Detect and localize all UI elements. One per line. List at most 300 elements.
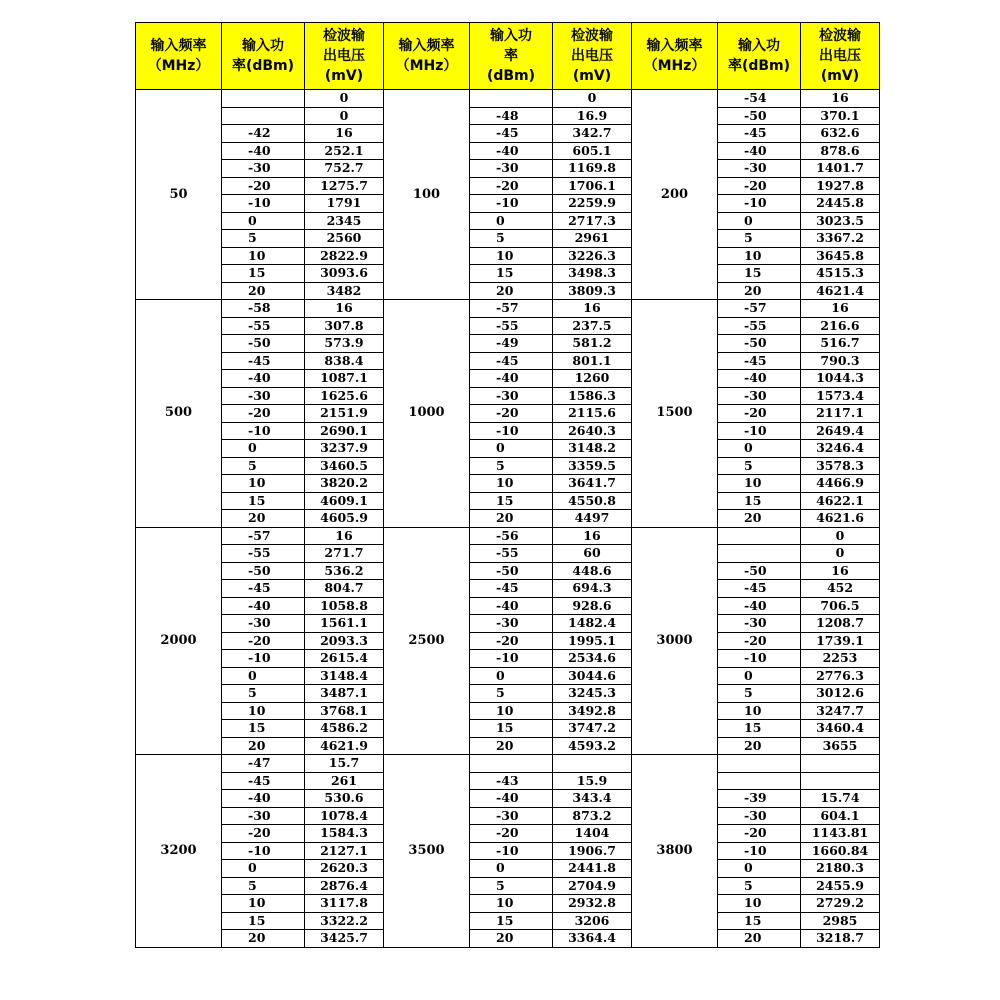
voltage-cell: 2961 xyxy=(553,230,632,248)
table-row xyxy=(136,370,880,388)
power-cell: -40 xyxy=(470,370,553,388)
voltage-cell: 3247.7 xyxy=(801,702,880,720)
voltage-cell: 1058.8 xyxy=(305,597,384,615)
power-cell xyxy=(222,90,305,108)
power-cell: 10 xyxy=(718,247,801,265)
voltage-cell: 271.7 xyxy=(305,545,384,563)
table-row xyxy=(136,580,880,598)
frequency-cell: 500 xyxy=(136,300,222,528)
voltage-cell: 237.5 xyxy=(553,317,632,335)
power-cell: 15 xyxy=(718,492,801,510)
voltage-cell: 60 xyxy=(553,545,632,563)
voltage-cell: 2717.3 xyxy=(553,212,632,230)
voltage-cell: 2776.3 xyxy=(801,667,880,685)
frequency-cell: 2000 xyxy=(136,527,222,755)
table-row xyxy=(136,545,880,563)
voltage-cell: 632.6 xyxy=(801,125,880,143)
voltage-cell: 3246.4 xyxy=(801,440,880,458)
voltage-cell: 928.6 xyxy=(553,597,632,615)
power-cell: -10 xyxy=(222,650,305,668)
power-cell: 10 xyxy=(222,895,305,913)
power-cell: 20 xyxy=(222,510,305,528)
table-row xyxy=(136,807,880,825)
voltage-cell: 16 xyxy=(801,90,880,108)
voltage-cell: 1791 xyxy=(305,195,384,213)
table-row xyxy=(136,90,880,108)
power-cell: 5 xyxy=(470,457,553,475)
voltage-cell: 1208.7 xyxy=(801,615,880,633)
voltage-cell: 1078.4 xyxy=(305,807,384,825)
voltage-cell: 216.6 xyxy=(801,317,880,335)
voltage-cell: 605.1 xyxy=(553,142,632,160)
frequency-cell: 1000 xyxy=(384,300,470,528)
voltage-cell: 307.8 xyxy=(305,317,384,335)
power-cell xyxy=(718,772,801,790)
table-row xyxy=(136,107,880,125)
voltage-cell: 4497 xyxy=(553,510,632,528)
voltage-cell: 0 xyxy=(801,527,880,545)
power-cell: -10 xyxy=(718,842,801,860)
voltage-cell: 3809.3 xyxy=(553,282,632,300)
power-cell: -48 xyxy=(470,107,553,125)
voltage-cell: 3492.8 xyxy=(553,702,632,720)
power-cell: -30 xyxy=(222,615,305,633)
power-cell: 20 xyxy=(718,510,801,528)
header-freq-2: 输入频率 （MHz） xyxy=(384,23,470,90)
frequency-cell: 1500 xyxy=(632,300,718,528)
voltage-cell: 1660.84 xyxy=(801,842,880,860)
power-cell xyxy=(718,755,801,773)
voltage-cell: 3093.6 xyxy=(305,265,384,283)
table-row xyxy=(136,212,880,230)
power-cell: -47 xyxy=(222,755,305,773)
power-cell: -45 xyxy=(470,125,553,143)
power-cell: -20 xyxy=(222,632,305,650)
header-power-2: 输入功 率 (dBm) xyxy=(470,23,553,90)
header-volt-2: 检波输 出电压 (mV) xyxy=(553,23,632,90)
power-cell: -40 xyxy=(222,370,305,388)
table-row xyxy=(136,247,880,265)
voltage-cell: 3498.3 xyxy=(553,265,632,283)
table-row xyxy=(136,335,880,353)
table-row xyxy=(136,825,880,843)
power-cell: 10 xyxy=(718,895,801,913)
voltage-cell: 16.9 xyxy=(553,107,632,125)
voltage-cell: 3645.8 xyxy=(801,247,880,265)
power-cell: 5 xyxy=(470,230,553,248)
table-row xyxy=(136,930,880,948)
voltage-cell: 16 xyxy=(305,527,384,545)
power-cell: 15 xyxy=(222,912,305,930)
power-cell: -20 xyxy=(222,177,305,195)
voltage-cell: 1739.1 xyxy=(801,632,880,650)
power-cell: 15 xyxy=(222,265,305,283)
power-cell: -10 xyxy=(718,650,801,668)
voltage-cell: 1586.3 xyxy=(553,387,632,405)
voltage-cell: 536.2 xyxy=(305,562,384,580)
power-cell: -10 xyxy=(470,195,553,213)
table-row xyxy=(136,860,880,878)
voltage-cell: 1927.8 xyxy=(801,177,880,195)
power-cell: 5 xyxy=(718,877,801,895)
voltage-cell: 1625.6 xyxy=(305,387,384,405)
header-power-3: 输入功 率(dBm) xyxy=(718,23,801,90)
voltage-cell: 2445.8 xyxy=(801,195,880,213)
power-cell: 15 xyxy=(470,492,553,510)
voltage-cell: 1260 xyxy=(553,370,632,388)
power-cell: -30 xyxy=(222,160,305,178)
voltage-cell: 573.9 xyxy=(305,335,384,353)
voltage-cell: 3023.5 xyxy=(801,212,880,230)
power-cell: -57 xyxy=(470,300,553,318)
voltage-cell: 1573.4 xyxy=(801,387,880,405)
power-cell: 15 xyxy=(718,720,801,738)
voltage-cell: 16 xyxy=(305,125,384,143)
power-cell: -20 xyxy=(718,405,801,423)
voltage-cell: 2534.6 xyxy=(553,650,632,668)
power-cell: -20 xyxy=(470,405,553,423)
power-cell: 0 xyxy=(718,860,801,878)
power-cell: 0 xyxy=(222,667,305,685)
power-cell: 10 xyxy=(718,702,801,720)
header-volt-1: 检波输 出电压 (mV) xyxy=(305,23,384,90)
power-cell: -50 xyxy=(718,335,801,353)
voltage-cell: 3226.3 xyxy=(553,247,632,265)
voltage-cell: 4550.8 xyxy=(553,492,632,510)
table-row xyxy=(136,597,880,615)
power-cell: 15 xyxy=(222,492,305,510)
voltage-cell: 3044.6 xyxy=(553,667,632,685)
power-cell: -10 xyxy=(470,842,553,860)
voltage-cell: 3655 xyxy=(801,737,880,755)
voltage-cell: 3460.5 xyxy=(305,457,384,475)
table-row xyxy=(136,737,880,755)
voltage-cell: 3322.2 xyxy=(305,912,384,930)
voltage-cell: 15.7 xyxy=(305,755,384,773)
table-row xyxy=(136,282,880,300)
voltage-cell: 3482 xyxy=(305,282,384,300)
voltage-cell: 3425.7 xyxy=(305,930,384,948)
voltage-cell: 4621.4 xyxy=(801,282,880,300)
power-cell: 0 xyxy=(470,667,553,685)
power-cell: -45 xyxy=(718,125,801,143)
power-cell: -40 xyxy=(470,790,553,808)
power-cell xyxy=(718,527,801,545)
power-cell: -20 xyxy=(718,825,801,843)
voltage-cell: 804.7 xyxy=(305,580,384,598)
power-cell: -30 xyxy=(718,387,801,405)
power-cell: 20 xyxy=(470,510,553,528)
voltage-cell: 1401.7 xyxy=(801,160,880,178)
voltage-cell: 2985 xyxy=(801,912,880,930)
power-cell: 0 xyxy=(718,667,801,685)
voltage-cell: 801.1 xyxy=(553,352,632,370)
voltage-cell: 1275.7 xyxy=(305,177,384,195)
frequency-cell: 2500 xyxy=(384,527,470,755)
voltage-cell: 16 xyxy=(305,300,384,318)
voltage-cell: 1706.1 xyxy=(553,177,632,195)
power-cell: -40 xyxy=(470,597,553,615)
power-cell: 0 xyxy=(470,860,553,878)
power-cell: -55 xyxy=(470,545,553,563)
voltage-cell xyxy=(801,755,880,773)
power-cell: 10 xyxy=(470,247,553,265)
power-cell: -40 xyxy=(470,142,553,160)
power-cell: -20 xyxy=(222,825,305,843)
power-cell: 15 xyxy=(718,265,801,283)
voltage-cell: 2649.4 xyxy=(801,422,880,440)
power-cell: -10 xyxy=(222,195,305,213)
power-cell: 20 xyxy=(718,930,801,948)
power-cell: -45 xyxy=(718,352,801,370)
voltage-cell: 1584.3 xyxy=(305,825,384,843)
table-row xyxy=(136,842,880,860)
header-power-1: 输入功 率(dBm) xyxy=(222,23,305,90)
voltage-cell: 452 xyxy=(801,580,880,598)
voltage-cell xyxy=(801,772,880,790)
voltage-cell: 343.4 xyxy=(553,790,632,808)
voltage-cell: 4622.1 xyxy=(801,492,880,510)
power-cell: 10 xyxy=(222,247,305,265)
table-row xyxy=(136,457,880,475)
power-cell: -30 xyxy=(222,807,305,825)
table-row xyxy=(136,702,880,720)
power-cell: -50 xyxy=(222,562,305,580)
voltage-cell: 4466.9 xyxy=(801,475,880,493)
voltage-cell: 4593.2 xyxy=(553,737,632,755)
header-volt-3: 检波输 出电压 (mV) xyxy=(801,23,880,90)
voltage-cell: 4609.1 xyxy=(305,492,384,510)
voltage-cell: 516.7 xyxy=(801,335,880,353)
power-cell: 15 xyxy=(222,720,305,738)
power-cell: -42 xyxy=(222,125,305,143)
voltage-cell: 15.9 xyxy=(553,772,632,790)
power-cell: -20 xyxy=(470,632,553,650)
voltage-cell: 1482.4 xyxy=(553,615,632,633)
table-row xyxy=(136,527,880,545)
power-cell: -56 xyxy=(470,527,553,545)
voltage-cell: 3012.6 xyxy=(801,685,880,703)
power-cell: -45 xyxy=(222,772,305,790)
power-cell: -30 xyxy=(470,387,553,405)
table-row xyxy=(136,265,880,283)
table-row xyxy=(136,667,880,685)
power-cell: 5 xyxy=(718,685,801,703)
voltage-cell: 1995.1 xyxy=(553,632,632,650)
table-row xyxy=(136,492,880,510)
table-row xyxy=(136,562,880,580)
voltage-cell: 4621.6 xyxy=(801,510,880,528)
power-cell: -55 xyxy=(470,317,553,335)
voltage-cell: 581.2 xyxy=(553,335,632,353)
power-cell: -30 xyxy=(718,160,801,178)
power-cell: 20 xyxy=(718,282,801,300)
power-cell: -40 xyxy=(222,597,305,615)
voltage-cell: 2560 xyxy=(305,230,384,248)
power-cell: -10 xyxy=(470,650,553,668)
power-cell: -39 xyxy=(718,790,801,808)
power-cell: -20 xyxy=(718,632,801,650)
table-row xyxy=(136,300,880,318)
voltage-cell: 2127.1 xyxy=(305,842,384,860)
voltage-cell: 3768.1 xyxy=(305,702,384,720)
power-cell: -40 xyxy=(718,370,801,388)
voltage-cell: 0 xyxy=(553,90,632,108)
voltage-cell: 0 xyxy=(305,90,384,108)
power-cell: -20 xyxy=(222,405,305,423)
voltage-cell: 3117.8 xyxy=(305,895,384,913)
voltage-cell: 2093.3 xyxy=(305,632,384,650)
table-row xyxy=(136,685,880,703)
voltage-cell: 2117.1 xyxy=(801,405,880,423)
power-cell xyxy=(718,545,801,563)
power-cell: -30 xyxy=(470,160,553,178)
voltage-cell: 2151.9 xyxy=(305,405,384,423)
power-cell: 10 xyxy=(718,475,801,493)
table-row xyxy=(136,615,880,633)
voltage-cell: 448.6 xyxy=(553,562,632,580)
power-cell xyxy=(470,755,553,773)
voltage-cell: 3206 xyxy=(553,912,632,930)
voltage-cell: 3487.1 xyxy=(305,685,384,703)
table-row xyxy=(136,387,880,405)
power-cell: -50 xyxy=(222,335,305,353)
table-row xyxy=(136,790,880,808)
frequency-cell: 200 xyxy=(632,90,718,300)
power-cell: 5 xyxy=(718,457,801,475)
table-row xyxy=(136,440,880,458)
voltage-cell: 706.5 xyxy=(801,597,880,615)
power-cell: -49 xyxy=(470,335,553,353)
power-cell: -30 xyxy=(222,387,305,405)
voltage-cell: 1169.8 xyxy=(553,160,632,178)
voltage-cell: 2441.8 xyxy=(553,860,632,878)
voltage-cell: 3747.2 xyxy=(553,720,632,738)
power-cell: -30 xyxy=(470,615,553,633)
voltage-cell: 3367.2 xyxy=(801,230,880,248)
power-cell: -45 xyxy=(470,580,553,598)
power-cell: -40 xyxy=(718,142,801,160)
power-cell: 15 xyxy=(470,265,553,283)
voltage-cell: 3460.4 xyxy=(801,720,880,738)
power-cell: 10 xyxy=(470,475,553,493)
voltage-cell: 2455.9 xyxy=(801,877,880,895)
frequency-cell: 3200 xyxy=(136,755,222,948)
power-cell: 15 xyxy=(470,912,553,930)
voltage-cell: 2180.3 xyxy=(801,860,880,878)
voltage-cell: 15.74 xyxy=(801,790,880,808)
power-cell: -57 xyxy=(718,300,801,318)
table-row xyxy=(136,142,880,160)
voltage-cell: 4515.3 xyxy=(801,265,880,283)
voltage-cell: 0 xyxy=(305,107,384,125)
power-cell: 20 xyxy=(718,737,801,755)
frequency-cell: 3800 xyxy=(632,755,718,948)
power-cell: 15 xyxy=(470,720,553,738)
table-row xyxy=(136,895,880,913)
power-cell: 15 xyxy=(718,912,801,930)
voltage-cell: 3245.3 xyxy=(553,685,632,703)
voltage-cell: 1404 xyxy=(553,825,632,843)
voltage-cell: 752.7 xyxy=(305,160,384,178)
table-row xyxy=(136,317,880,335)
detector-data-table xyxy=(135,22,880,948)
voltage-cell: 4621.9 xyxy=(305,737,384,755)
power-cell: -58 xyxy=(222,300,305,318)
voltage-cell: 530.6 xyxy=(305,790,384,808)
power-cell: 10 xyxy=(470,895,553,913)
table-row xyxy=(136,877,880,895)
power-cell: 20 xyxy=(222,737,305,755)
voltage-cell: 2822.9 xyxy=(305,247,384,265)
power-cell: -50 xyxy=(718,107,801,125)
power-cell: 20 xyxy=(470,737,553,755)
power-cell: -10 xyxy=(718,195,801,213)
voltage-cell: 2615.4 xyxy=(305,650,384,668)
power-cell: 5 xyxy=(222,230,305,248)
voltage-cell: 2640.3 xyxy=(553,422,632,440)
power-cell: -55 xyxy=(222,317,305,335)
power-cell: -20 xyxy=(470,177,553,195)
power-cell: -30 xyxy=(718,807,801,825)
header-freq-1: 输入频率 （MHz） xyxy=(136,23,222,90)
power-cell: 20 xyxy=(470,282,553,300)
voltage-cell: 3237.9 xyxy=(305,440,384,458)
power-cell: 0 xyxy=(470,212,553,230)
voltage-cell: 4605.9 xyxy=(305,510,384,528)
voltage-cell: 2729.2 xyxy=(801,895,880,913)
power-cell: 5 xyxy=(222,877,305,895)
voltage-cell: 16 xyxy=(553,300,632,318)
table-row xyxy=(136,475,880,493)
frequency-cell: 3500 xyxy=(384,755,470,948)
power-cell xyxy=(470,90,553,108)
voltage-cell: 2115.6 xyxy=(553,405,632,423)
power-cell: -20 xyxy=(718,177,801,195)
voltage-cell: 3218.7 xyxy=(801,930,880,948)
voltage-cell: 2253 xyxy=(801,650,880,668)
voltage-cell: 3578.3 xyxy=(801,457,880,475)
voltage-cell: 2259.9 xyxy=(553,195,632,213)
power-cell: -50 xyxy=(718,562,801,580)
voltage-cell: 1044.3 xyxy=(801,370,880,388)
power-cell: -55 xyxy=(718,317,801,335)
power-cell: 5 xyxy=(222,685,305,703)
power-cell: 5 xyxy=(470,685,553,703)
voltage-cell: 2876.4 xyxy=(305,877,384,895)
voltage-cell: 1561.1 xyxy=(305,615,384,633)
voltage-cell: 1906.7 xyxy=(553,842,632,860)
voltage-cell: 838.4 xyxy=(305,352,384,370)
table-row xyxy=(136,755,880,773)
table-row xyxy=(136,160,880,178)
voltage-cell: 252.1 xyxy=(305,142,384,160)
table-row xyxy=(136,720,880,738)
power-cell: -40 xyxy=(718,597,801,615)
voltage-cell: 2704.9 xyxy=(553,877,632,895)
voltage-cell: 2690.1 xyxy=(305,422,384,440)
voltage-cell: 604.1 xyxy=(801,807,880,825)
power-cell: -57 xyxy=(222,527,305,545)
power-cell: 10 xyxy=(470,702,553,720)
power-cell: -40 xyxy=(222,790,305,808)
table-row xyxy=(136,195,880,213)
table-row xyxy=(136,405,880,423)
table-row xyxy=(136,912,880,930)
power-cell: -45 xyxy=(222,580,305,598)
voltage-cell: 342.7 xyxy=(553,125,632,143)
voltage-cell: 694.3 xyxy=(553,580,632,598)
